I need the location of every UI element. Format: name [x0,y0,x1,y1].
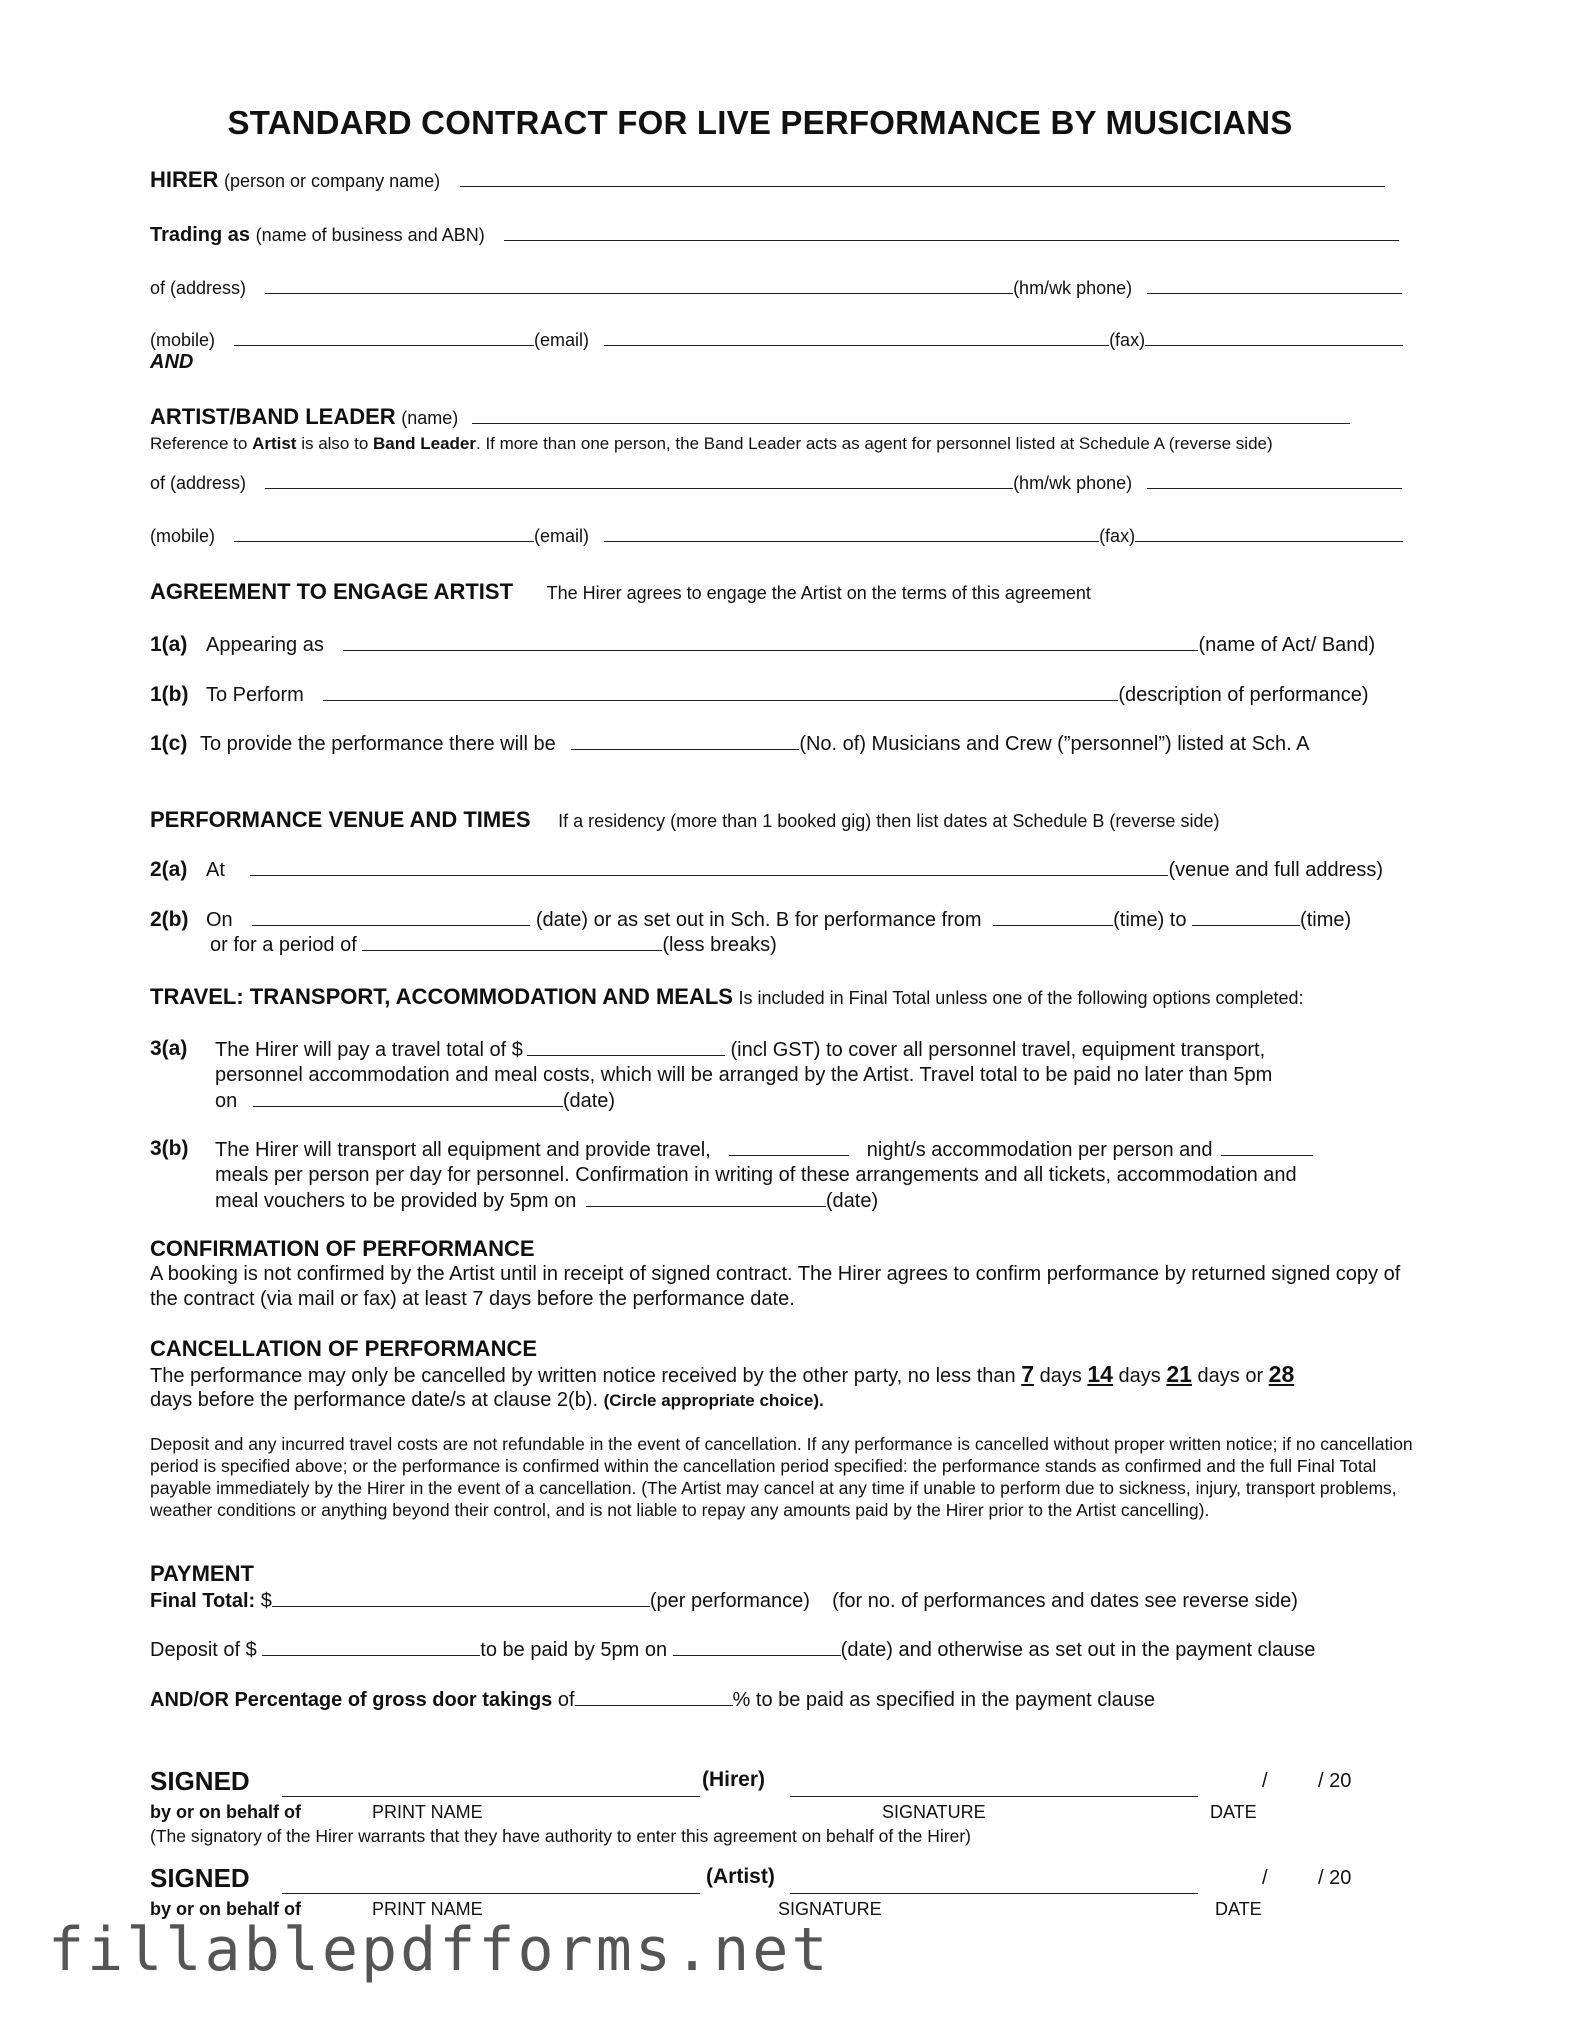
clause-3b-l1-pre: The Hirer will transport all equipment and provide travel, [215,1139,711,1161]
hirer-print-caption: PRINT NAME [372,1802,483,1822]
artist-behalf-label: by or on behalf of [150,1899,301,1919]
clause-3a-l3-pre: on [215,1090,238,1112]
travel-heading: TRAVEL: TRANSPORT, ACCOMMODATION AND MEALS [150,984,733,1009]
artist-hint: (name) [401,408,459,428]
clause-3a-l1-pre: The Hirer will pay a travel total of $ [215,1039,523,1061]
hirer-label: HIRER [150,167,219,192]
clause-2b-num: 2(b) [150,908,189,931]
hirer-date-caption: DATE [1210,1802,1257,1822]
clause-2b-time1: (time) to [1113,909,1187,931]
artist-note-artist: Artist [252,434,297,453]
clause-3b-l2: meals per person per day for personnel. Confirmation in writing of these arrangements and all tickets, accommodation and [215,1164,1297,1186]
signed-artist-label: SIGNED [150,1863,250,1893]
clause-3b-l3-post: (date) [825,1190,879,1212]
cancellation-fine-print: Deposit and any incurred travel costs are not refundable in the event of cancellation. If any performance is cancelled without proper written notice; if no cancellation period is specified above; or the performance is confirmed within the cancellation period specified: the performance stands as confirmed and the full Final Total payable immediately by the Hirer in the event of a cancellation. (The Artist may cancel at any time if unable to perform due to sickness, injury, transport problems, weather conditions or anything beyond their control, and is not liable to repay any amounts paid by the Hirer prior to the Artist cancelling). [150,1434,1413,1520]
agreement-sub: The Hirer agrees to engage the Artist on the terms of this agreement [546,583,1091,603]
signed-hirer-label: SIGNED [150,1766,250,1796]
clause-1b-suffix: (description of performance) [1118,684,1369,706]
artist-label: ARTIST/BAND LEADER [150,404,396,429]
cancel-option-28[interactable]: 28 [1268,1361,1295,1387]
artist-date-slash: / [1262,1867,1268,1889]
clause-1a-suffix: (name of Act/ Band) [1198,634,1376,656]
hirer-phone-label: (hm/wk phone) [1013,278,1133,298]
cancellation-l1-pre: The performance may only be cancelled by written notice received by the other party, no less than [150,1365,1016,1387]
cancellation-heading: CANCELLATION OF PERFORMANCE [150,1336,538,1361]
clause-1a [150,632,1375,657]
clause-3b-num [150,1137,189,1161]
clause-3a-number: 3(a) [150,1037,188,1060]
deposit-date-field[interactable] [673,1637,841,1656]
final-total-post: (per performance) (for no. of performances and dates see reverse side) [649,1590,1298,1612]
clause-1c [150,731,1310,756]
hirer-email-label: (email) [534,330,590,350]
artist-print-caption: PRINT NAME [372,1899,483,1919]
period-field[interactable] [362,932,662,951]
artist-address-field[interactable] [265,470,1013,489]
start-time-field[interactable] [993,907,1113,926]
artist-note-mid: is also to [296,434,374,453]
hirer-trading-row [150,222,1399,247]
performance-date-field[interactable] [252,907,530,926]
hirer-address-field[interactable] [265,275,1013,294]
artist-signature-caption: SIGNATURE [778,1899,882,1919]
artist-address-row [150,470,1402,495]
cancel-option-7[interactable]: 7 [1021,1361,1035,1387]
cancel-unit-1: days [1039,1365,1082,1387]
cancel-unit-2: days [1118,1365,1161,1387]
artist-email-field[interactable] [604,523,1099,542]
clause-3b-number: 3(b) [150,1137,189,1160]
artist-print-name-field[interactable] [282,1875,700,1894]
travel-heading-row [150,985,1304,1010]
clause-1c-suffix: (No. of) Musicians and Crew (”personnel”) listed at Sch. A [799,733,1310,755]
percentage-field[interactable] [575,1687,733,1706]
clause-2a-suffix: (venue and full address) [1168,859,1384,881]
hirer-address-row [150,275,1402,300]
hirer-mobile-field[interactable] [234,327,534,346]
hirer-contact-row [150,327,1403,352]
hirer-signature-caption: SIGNATURE [882,1802,986,1822]
clause-3a-num [150,1037,187,1061]
deposit-amount-field[interactable] [262,1637,480,1656]
artist-address-label: of (address) [150,473,247,493]
deposit-label: Deposit of $ [150,1639,257,1661]
final-total-dollar: $ [260,1590,272,1612]
hirer-print-name-field[interactable] [282,1778,700,1797]
clause-1b-num: 1(b) [150,683,189,706]
artist-note-post: . If more than one person, the Band Leader acts as agent for personnel listed at Schedule A (reverse side) [476,434,1273,453]
clause-1c-label: To provide the performance there will be [200,733,556,755]
artist-mobile-label: (mobile) [150,526,216,546]
hirer-phone-field[interactable] [1147,275,1402,294]
hirer-name-row [150,168,1385,193]
clause-2b [150,907,1351,932]
artist-name-row [150,405,1350,430]
clause-2b-mid: (date) or as set out in Sch. B for performance from [535,909,982,931]
artist-email-label: (email) [534,526,590,546]
hirer-email-field[interactable] [604,327,1109,346]
cancel-unit-3: days or [1197,1365,1264,1387]
page-title: STANDARD CONTRACT FOR LIVE PERFORMANCE BY MUSICIANS [227,104,1293,141]
agreement-heading-row [150,580,1091,605]
hirer-date-year: / 20 [1318,1770,1352,1792]
clause-3a [215,1037,1445,1114]
venue-heading: PERFORMANCE VENUE AND TIMES [150,807,531,832]
clause-3a-l1-post: (incl GST) to cover all personnel travel, equipment transport, [730,1039,1266,1061]
trading-label: Trading as [150,224,251,246]
percentage-post: % to be paid as specified in the payment clause [732,1689,1156,1711]
end-time-field[interactable] [1192,907,1300,926]
confirmation-body: A booking is not confirmed by the Artist until in receipt of signed contract. The Hirer agrees to confirm performance by returned signed copy of the contract (via mail or fax) at least 7 days before the performance date. [150,1263,1401,1310]
payment-heading: PAYMENT [150,1561,254,1586]
clause-1b-label: To Perform [206,684,304,706]
clause-2a-label: At [206,859,225,881]
cancellation-l2-bold: (Circle appropriate choice). [603,1391,824,1410]
hirer-fax-field[interactable] [1145,327,1403,346]
hirer-address-label: of (address) [150,278,247,298]
hirer-fax-label: (fax) [1109,330,1146,350]
final-total-label: Final Total: [150,1590,256,1612]
cancel-option-21[interactable]: 21 [1166,1361,1192,1387]
artist-fax-label: (fax) [1099,526,1136,546]
cancellation-l2: days before the performance date/s at clause 2(b). [150,1389,599,1411]
clause-2b-label: On [206,909,233,931]
period-label: or for a period of [210,934,357,956]
confirmation-heading: CONFIRMATION OF PERFORMANCE [150,1236,535,1261]
clause-3a-l2: personnel accommodation and meal costs, which will be arranged by the Artist. Travel total to be paid no later than 5pm [215,1064,1273,1086]
artist-phone-label: (hm/wk phone) [1013,473,1133,493]
artist-name-field[interactable] [472,405,1350,424]
percentage-label: AND/OR Percentage of gross door takings [150,1689,553,1711]
cancellation-line1 [150,1362,1294,1388]
hirer-name-field[interactable] [460,168,1385,187]
final-total-field[interactable] [272,1588,650,1607]
artist-note-leader: Band Leader [373,434,476,453]
travel-total-field[interactable] [527,1037,725,1056]
venue-address-field[interactable] [250,857,1168,876]
percentage-row [150,1687,1155,1712]
agreement-heading: AGREEMENT TO ENGAGE ARTIST [150,579,514,604]
travel-sub: Is included in Final Total unless one of the following options completed: [738,988,1304,1008]
clause-1c-num: 1(c) [150,732,188,755]
artist-phone-field[interactable] [1147,470,1402,489]
venue-sub: If a residency (more than 1 booked gig) then list dates at Schedule B (reverse side) [558,811,1220,831]
hirer-warrant-note: (The signatory of the Hirer warrants that they have authority to enter this agreement on behalf of the Hirer) [150,1826,971,1846]
clause-3b-l3-pre: meal vouchers to be provided by 5pm on [215,1190,577,1212]
artist-fax-field[interactable] [1135,523,1403,542]
deposit-post: (date) and otherwise as set out in the payment clause [840,1639,1316,1661]
clause-2a-num: 2(a) [150,858,188,881]
percentage-of: of [557,1689,575,1711]
clause-1a-num: 1(a) [150,633,188,656]
clause-3b-l1-post: night/s accommodation per person and [866,1139,1213,1161]
cancellation-line2 [150,1388,824,1413]
venue-heading-row [150,808,1219,833]
cancel-option-14[interactable]: 14 [1087,1361,1113,1387]
clause-2b-time2: (time) [1300,909,1352,931]
period-suffix: (less breaks) [662,934,777,956]
nights-field[interactable] [729,1137,849,1156]
act-name-field[interactable] [343,632,1198,651]
hirer-hint: (person or company name) [224,171,441,191]
hirer-mobile-label: (mobile) [150,330,216,350]
clause-2a [150,857,1383,882]
artist-contact-row [150,523,1403,548]
deposit-row [150,1637,1315,1662]
vouchers-date-field[interactable] [586,1188,826,1207]
artist-date-year: / 20 [1318,1867,1352,1889]
deposit-mid: to be paid by 5pm on [480,1639,668,1661]
clause-1b [150,682,1368,707]
hirer-signature-field[interactable] [790,1778,1198,1797]
signed-artist-role: (Artist) [706,1865,775,1888]
musicians-count-field[interactable] [571,731,799,750]
clause-2b-line2 [210,932,777,957]
final-total-row [150,1588,1298,1613]
artist-note-pre: Reference to [150,434,253,453]
artist-date-caption: DATE [1215,1899,1262,1919]
hirer-behalf-label: by or on behalf of [150,1802,301,1822]
performance-description-field[interactable] [323,682,1118,701]
trading-field[interactable] [504,222,1399,241]
artist-note [150,432,1273,456]
signed-hirer-role: (Hirer) [702,1768,766,1791]
artist-signature-field[interactable] [790,1875,1198,1894]
and-label: AND [150,351,194,373]
artist-mobile-field[interactable] [234,523,534,542]
travel-date-field[interactable] [253,1088,563,1107]
meals-field[interactable] [1221,1137,1313,1156]
clause-3b [215,1137,1445,1214]
clause-3a-l3-post: (date) [562,1090,616,1112]
hirer-date-slash: / [1262,1770,1268,1792]
watermark-text: fillablepdfforms.net [48,1915,831,1985]
clause-1a-label: Appearing as [206,634,324,656]
trading-hint: (name of business and ABN) [255,225,485,245]
